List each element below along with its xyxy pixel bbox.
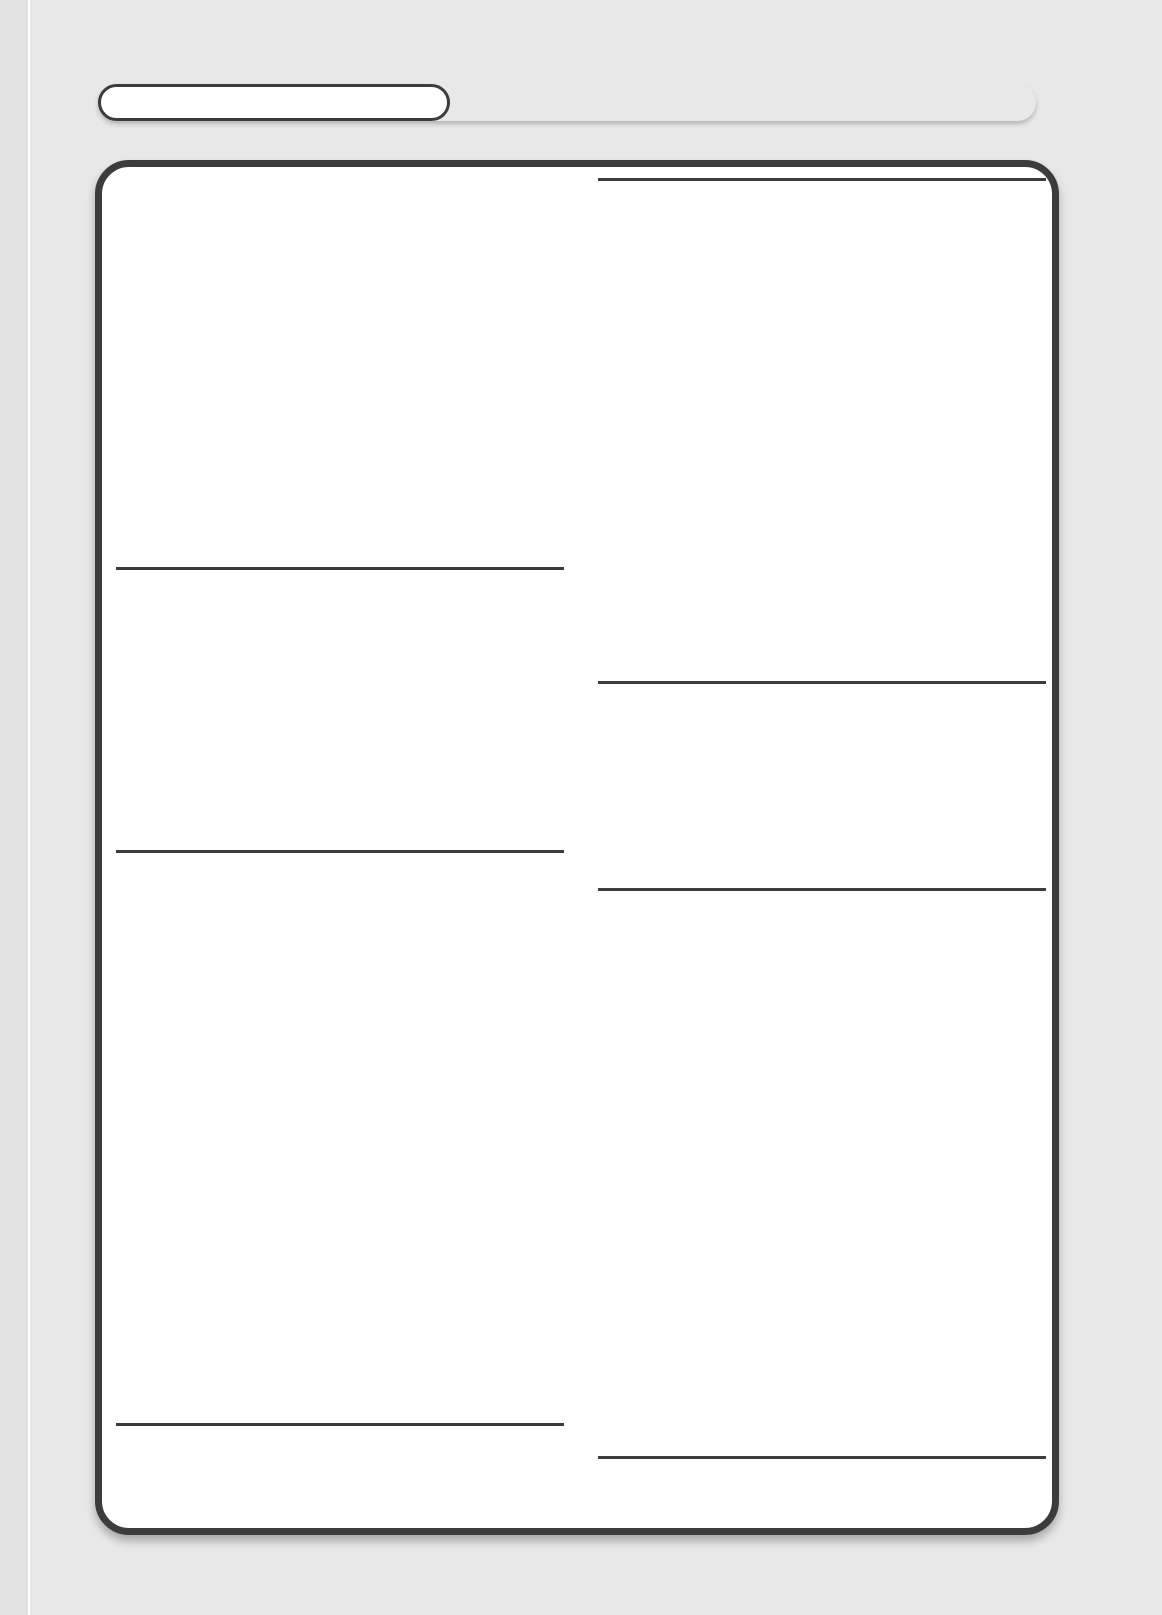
example-rule [116,567,564,600]
solution-badge [313,850,367,866]
column-divider [578,181,580,1513]
example3-badge [795,681,849,697]
solution3-rule [598,888,1046,921]
page-number-band [1066,1465,1162,1513]
header-band [98,84,1036,121]
solution3-badge [795,888,849,904]
example-badge [313,567,367,583]
content-box [95,160,1059,1535]
solution0-rule [598,178,1046,211]
page-gutter-line [28,0,30,1615]
example4-rule [598,1456,1046,1489]
example2-rule [116,1423,564,1456]
example4-badge [795,1456,849,1472]
page-gutter [0,0,28,1615]
solution-rule [116,850,564,883]
info-box [116,263,556,293]
example2-badge [313,1423,367,1439]
example3-rule [598,681,1046,714]
solution0-badge [795,178,849,194]
right-column [598,167,1046,1528]
header-band-white-segment [98,84,450,121]
left-column [116,167,564,1528]
